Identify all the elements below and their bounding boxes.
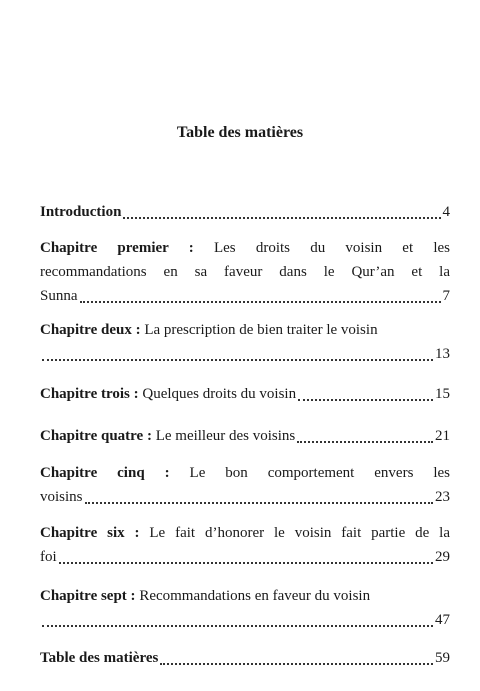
entry-text: Le meilleur des voisins [155, 428, 296, 444]
entry-heading: Table des matières [40, 650, 159, 666]
toc-entry-introduction [40, 200, 450, 224]
page-number: 21 [435, 428, 450, 444]
page-number: 13 [435, 346, 450, 362]
toc-entry-table-des-matieres [40, 646, 450, 670]
toc-entry-chapitre-sept [40, 584, 450, 632]
entry-heading: Chapitre sept : [40, 588, 136, 604]
entry-text: Le fait d’honorer le voisin fait partie de la [149, 525, 451, 541]
page-number: 59 [435, 650, 450, 666]
dot-leader [85, 492, 433, 505]
entry-text: Quelques droits du voisin [142, 386, 297, 402]
page-number: 7 [442, 288, 450, 304]
dot-leader [80, 291, 441, 304]
dot-leader [59, 552, 433, 565]
dot-leader [42, 349, 433, 362]
toc-entry-chapitre-quatre [40, 424, 450, 448]
entry-text: Le bon comportement envers les [189, 465, 451, 481]
page-title: Table des matières [176, 124, 304, 141]
entry-text: Les droits du voisin et les [213, 240, 450, 256]
toc-entry-chapitre-trois [40, 382, 450, 406]
entry-heading: Chapitre trois : [40, 386, 139, 402]
page-number: 29 [435, 549, 450, 565]
toc-entry-chapitre-premier [40, 236, 450, 308]
entry-text: voisins [40, 489, 83, 505]
toc-entry-chapitre-cinq [40, 461, 450, 509]
entry-heading: Chapitre six : [40, 525, 140, 541]
dot-leader [298, 389, 433, 402]
entry-heading: Chapitre deux : [40, 322, 141, 338]
dot-leader [123, 207, 440, 220]
entry-heading: Chapitre cinq : [40, 465, 170, 481]
entry-heading: Chapitre premier : [40, 240, 194, 256]
dot-leader [160, 653, 433, 666]
dot-leader [297, 431, 433, 444]
page-number: 47 [435, 612, 450, 628]
entry-text: La prescription de bien traiter le voisin [144, 322, 378, 338]
page-number: 15 [435, 386, 450, 402]
entry-text: Sunna [40, 288, 78, 304]
entry-text: recommandations en sa faveur dans le Qur’an et la [40, 264, 450, 280]
entry-heading: Introduction [40, 204, 122, 220]
page-number: 4 [442, 204, 450, 220]
toc-entry-chapitre-deux [40, 318, 450, 366]
dot-leader [42, 615, 433, 628]
page-number: 23 [435, 489, 450, 505]
entry-heading: Chapitre quatre : [40, 428, 152, 444]
toc-entry-chapitre-six [40, 521, 450, 569]
entry-text: Recommandations en faveur du voisin [139, 588, 371, 604]
entry-text: foi [40, 549, 57, 565]
